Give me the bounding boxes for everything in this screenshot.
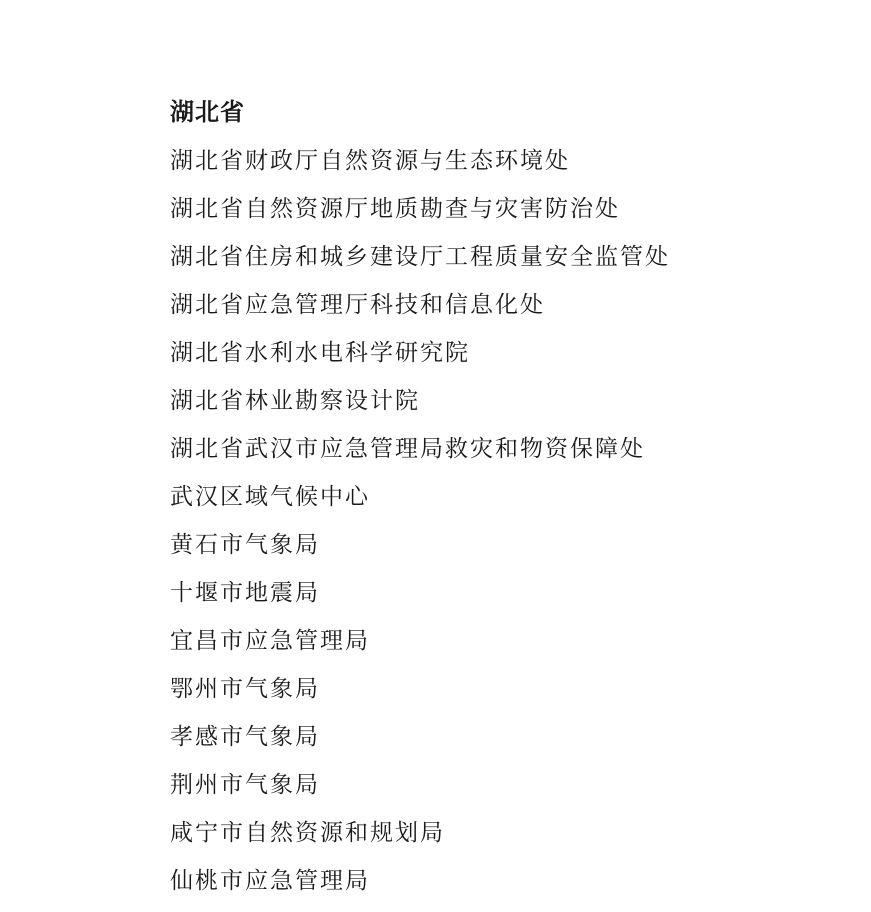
organization-item: 湖北省应急管理厅科技和信息化处 <box>170 292 545 318</box>
organization-item: 湖北省住房和城乡建设厅工程质量安全监管处 <box>170 244 670 270</box>
organization-item: 湖北省财政厅自然资源与生态环境处 <box>170 148 570 174</box>
organization-item: 黄石市气象局 <box>170 532 320 558</box>
organization-item: 十堰市地震局 <box>170 580 320 606</box>
organization-item: 咸宁市自然资源和规划局 <box>170 820 445 846</box>
organization-item: 孝感市气象局 <box>170 724 320 750</box>
organization-list <box>170 144 670 912</box>
organization-item: 武汉区域气候中心 <box>170 484 370 510</box>
organization-item: 湖北省武汉市应急管理局救灾和物资保障处 <box>170 436 645 462</box>
organization-item: 荆州市气象局 <box>170 772 320 798</box>
organization-item: 湖北省林业勘察设计院 <box>170 388 420 414</box>
organization-item: 宜昌市应急管理局 <box>170 628 370 654</box>
organization-item: 湖北省自然资源厅地质勘查与灾害防治处 <box>170 196 620 222</box>
section-heading: 湖北省 <box>170 97 245 126</box>
organization-item: 仙桃市应急管理局 <box>170 868 370 894</box>
organization-item: 湖北省水利水电科学研究院 <box>170 340 470 366</box>
organization-item: 鄂州市气象局 <box>170 676 320 702</box>
